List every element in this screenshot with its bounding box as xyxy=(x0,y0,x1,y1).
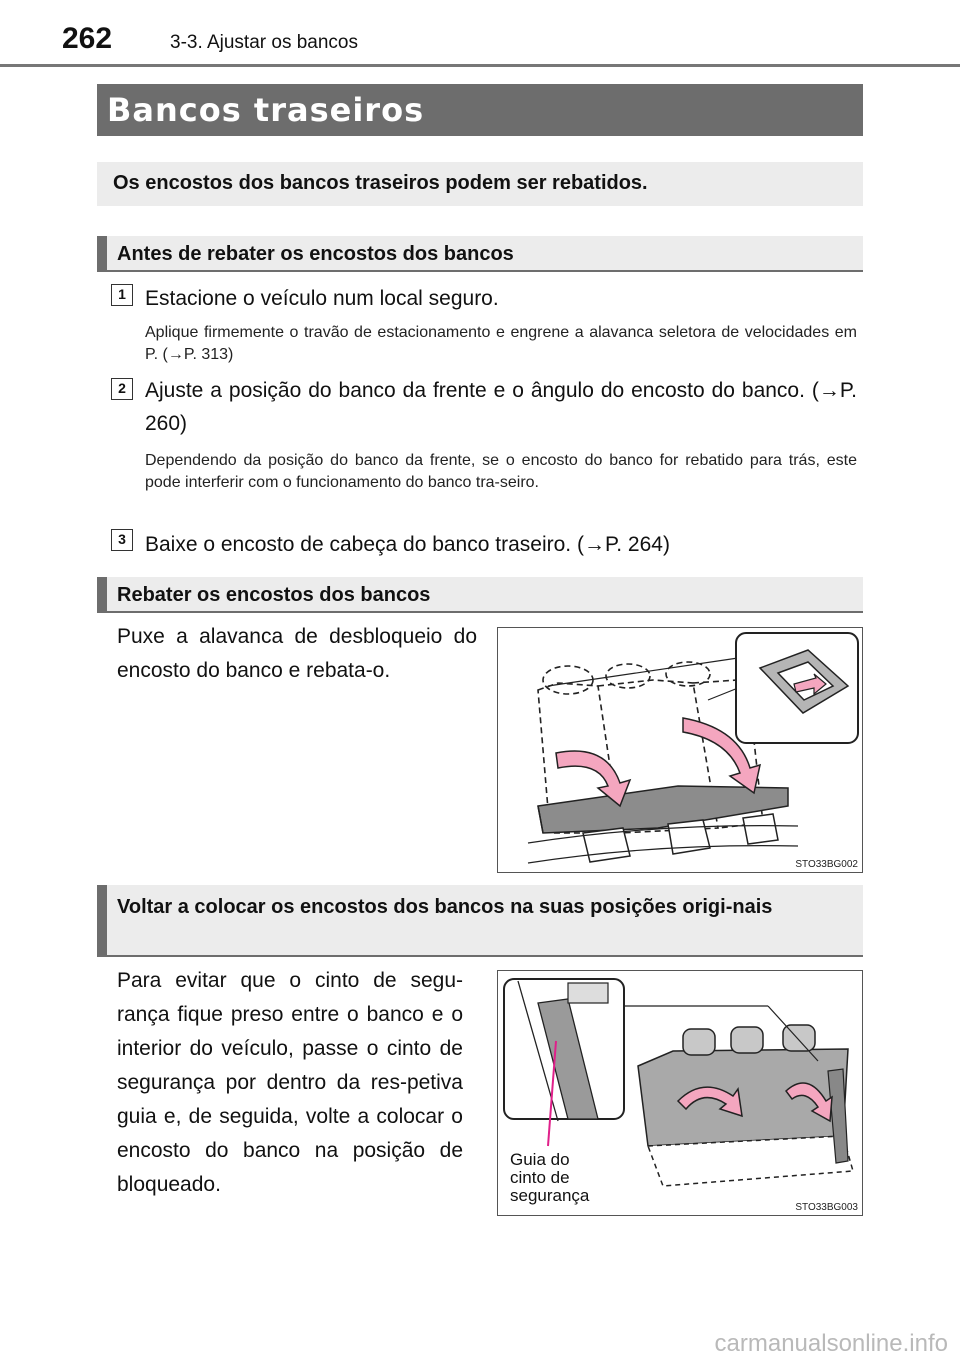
label-line: cinto de xyxy=(510,1168,570,1187)
step-number-badge: 1 xyxy=(111,284,133,306)
step-number-badge: 2 xyxy=(111,378,133,400)
figure-code: STO33BG003 xyxy=(795,1202,858,1213)
step-2-text: Ajuste a posição do banco da frente e o ângulo do encosto do banco. (→P. 260) xyxy=(145,379,857,435)
main-title: Bancos traseiros xyxy=(97,84,863,136)
figure-fold-seats xyxy=(497,627,863,873)
seatbelt-guide-label xyxy=(510,1151,589,1205)
step-1-text: Estacione o veículo num local seguro. xyxy=(145,287,499,310)
section-heading-before-folding: Antes de rebater os encostos dos bancos xyxy=(97,236,863,272)
watermark: carmanualsonline.info xyxy=(714,1330,948,1357)
label-line: Guia do xyxy=(510,1150,570,1169)
step-number-badge: 3 xyxy=(111,529,133,551)
intro-box: Os encostos dos bancos traseiros podem ser rebatidos. xyxy=(97,162,863,206)
section-heading-return-seatbacks: Voltar a colocar os encostos dos bancos na suas posições origi-nais xyxy=(97,885,863,957)
step-2-note: Dependendo da posição do banco da frente, se o encosto do banco for rebatido para trás, este pode interferir com o funcionamento do banco tra-seiro. xyxy=(145,452,857,491)
section-heading-fold-seatbacks: Rebater os encostos dos bancos xyxy=(97,577,863,613)
page-number: 262 xyxy=(62,22,113,55)
fold-seats-illustration xyxy=(498,628,862,872)
return-instruction: Para evitar que o cinto de segu-rança fique preso entre o banco e o interior do veículo, passe o cinto de segurança por dentro da res-petiva guia e, de seguida, volte a colocar o encosto do banco na posição de bloqueado. xyxy=(117,969,463,1196)
fold-instruction: Puxe a alavanca de desbloqueio do encosto do banco e rebata-o. xyxy=(117,625,477,682)
label-line: segurança xyxy=(510,1186,590,1205)
figure-return-seats xyxy=(497,970,863,1216)
step-3-text: Baixe o encosto de cabeça do banco traseiro. (→P. 264) xyxy=(145,533,670,556)
header-rule xyxy=(0,64,960,67)
step-1-note: Aplique firmemente o travão de estacionamento e engrene a alavanca seletora de velocidades em P. (→P. 313) xyxy=(145,324,857,363)
figure-code: STO33BG002 xyxy=(795,859,858,870)
chapter-title: 3-3. Ajustar os bancos xyxy=(170,32,358,53)
